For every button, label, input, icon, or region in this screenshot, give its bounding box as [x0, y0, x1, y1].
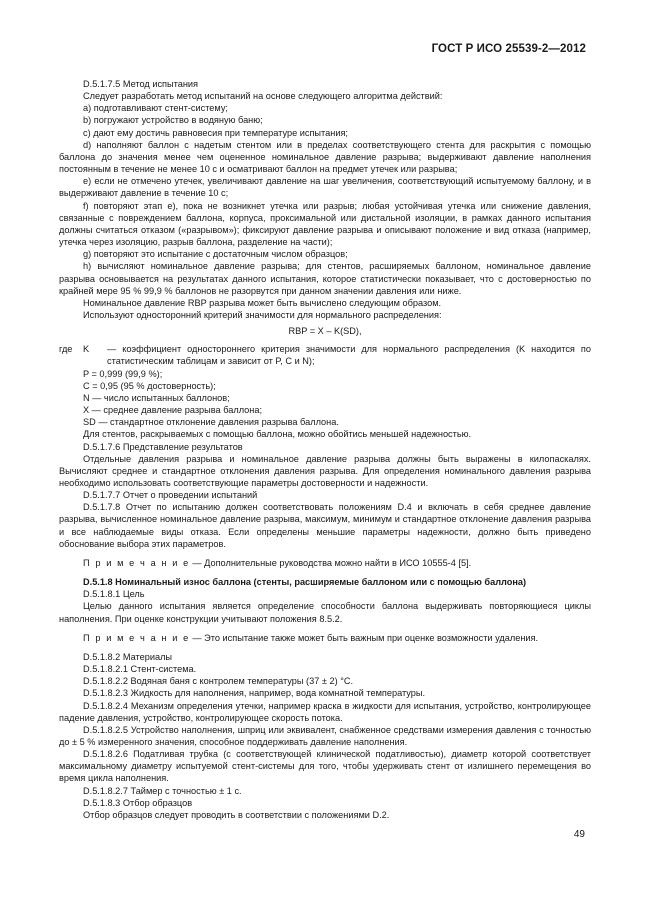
paragraph: Используют односторонний критерий значимости для нормального распределения: [83, 309, 442, 320]
document-header: ГОСТ Р ИСО 25539-2—2012 [431, 43, 586, 55]
list-item: D.5.1.8.2.7 Таймер с точностью ± 1 с. [83, 785, 242, 796]
where-line: C = 0,95 (95 % достоверность); [83, 380, 216, 391]
list-item: b) погружают устройство в водяную баню; [83, 115, 263, 126]
list-item: D.5.1.8.2.1 Стент-система. [83, 664, 197, 675]
note-label: П р и м е ч а н и е [83, 557, 190, 568]
where-k-text: — коэффициент одностороннего критерия значимости для нормального распределения (K находится по статистическим таблицам и зависит от P, C и N); [107, 344, 591, 367]
page-number: 49 [573, 829, 585, 840]
list-item: c) дают ему достичь равновесия при температуре испытания; [83, 127, 348, 138]
where-k [59, 343, 591, 367]
subsection-heading: D.5.1.8.3 Отбор образцов [83, 797, 193, 808]
where-line: P = 0,999 (99,9 %); [83, 368, 163, 379]
where-label: где [59, 344, 73, 355]
where-line: SD — стандартное отклонение давления разрыва баллона. [83, 417, 339, 428]
list-item: h) вычисляют номинальное давление разрыва; для стентов, расширяемых баллоном, номинальное давление разрыва основывается на результатах данного испытания, которое статистически показывает, что с достоверностью по крайней мере 95 % 99,9 % баллонов не разорвутся при данном значении давления или ниже. [59, 261, 591, 296]
list-item: f) повторяют этап e), пока не возникнет утечка или разрыв; любая устойчивая утечка или снижение давления, связанные с повреждением баллона, корпуса, проксимальной или дистальной изоляции, в рамках данного испытания должны считаться отказом («разрывом»); фиксируют давление разрыва и описывают положение и вид отказа (например, утечка через изоляцию, разрыв баллона, разделение на части); [59, 200, 591, 248]
list-item: D.5.1.8.2.4 Механизм определения утечки, например краска в жидкости для испытания, устройство, контролирующее падение давления, устройство, контролирующее скорость потока. [59, 700, 591, 723]
note-label: П р и м е ч а н и е [83, 632, 190, 643]
subsection-heading: D.5.1.8.2 Материалы [83, 651, 173, 662]
list-item: g) повторяют это испытание с достаточным числом образцов; [83, 249, 348, 260]
note [59, 632, 591, 644]
paragraph: Отдельные давления разрыва и номинальное давление разрыва должны быть выражены в килопаскалях. Вычисляют среднее и стандартное отклонения давления разрыва. Для определения номинального давления разрыва необходимо использовать соответствующие параметры достоверности и надежности. [59, 453, 591, 488]
document-body [59, 78, 591, 821]
list-item: D.5.1.8.2.3 Жидкость для наполнения, например, вода комнатной температуры. [83, 688, 426, 699]
paragraph: D.5.1.7.8 Отчет по испытанию должен соответствовать положениям D.4 и включать в себя среднее давление разрыва, вычисленное номинальное давление разрыва, максимум, минимум и стандартное отклонение давления разрыва и все наблюдаемые виды отказа. Если определены меньшие параметры надежности, должно быть приведено обоснование выбора этих параметров. [59, 502, 591, 549]
subsection-heading: D.5.1.7.5 Метод испытания [83, 79, 199, 89]
section-heading: D.5.1.8 Номинальный износ баллона (стенты, расширяемые баллоном или с помощью баллона) [83, 577, 527, 588]
paragraph: Целью данного испытания является определение способности баллона выдерживать повторяющиеся циклы наполнения. При оценке конструкции учитывают положения 8.5.2. [59, 601, 591, 624]
note-text: — Это испытание также может быть важным при оценке возможности удаления. [189, 632, 539, 643]
formula: RBP = X – K(SD), [288, 326, 362, 337]
paragraph: Следует разработать метод испытаний на основе следующего алгоритма действий: [83, 91, 443, 102]
note-text: — Дополнительные руководства можно найти в ИСО 10555-4 [5]. [189, 557, 472, 568]
paragraph: Номинальное давление RBP разрыва может быть вычислено следующим образом. [83, 297, 442, 308]
where-line: N — число испытанных баллонов; [83, 392, 230, 403]
paragraph: Отбор образцов следует проводить в соответствии с положениями D.2. [83, 809, 390, 820]
list-item: D.5.1.8.2.2 Водяная баня с контролем температуры (37 ± 2) °С. [83, 676, 354, 687]
list-item: e) если не отмечено утечек, увеличивают давление на шаг увеличения, соответствующий испытуемому баллону, и в выдерживают давление в течение 10 с; [59, 176, 591, 199]
list-item: a) подготавливают стент-систему; [83, 103, 228, 114]
where-line: X — среднее давление разрыва баллона; [83, 405, 263, 416]
paragraph: Для стентов, раскрываемых с помощью баллона, можно обойтись меньшей надежностью. [83, 429, 472, 440]
list-item: d) наполняют баллон с надетым стентом или в пределах соответствующего стента для раскрытия с помощью баллона до значения менее чем оцененное номинальное давление разрыва; выдерживают давление наполнения постоянным в течение не менее 10 с и осматривают баллон на предмет утечек или разрыва; [59, 139, 591, 175]
note [59, 557, 591, 569]
subsection-heading: D.5.1.7.6 Представление результатов [83, 441, 243, 452]
list-item: D.5.1.8.2.5 Устройство наполнения, шприц или эквивалент, снабженное средствами измерения давления с точностью до ± 5 % измеренного значения, способное поддерживать давление наполнения. [59, 724, 591, 747]
list-item: D.5.1.8.2.6 Податливая трубка (с соответствующей клинической податливостью), диаметр которой соответствует максимальному диаметру испытуемой стент-системы для того, чтобы удерживать стент от излишнего перемещения во время цикла наполнения. [59, 749, 591, 784]
where-k-symbol: K [83, 344, 90, 355]
subsection-heading: D.5.1.7.7 Отчет о проведении испытаний [83, 490, 258, 501]
subsection-heading: D.5.1.8.1 Цель [83, 589, 145, 600]
